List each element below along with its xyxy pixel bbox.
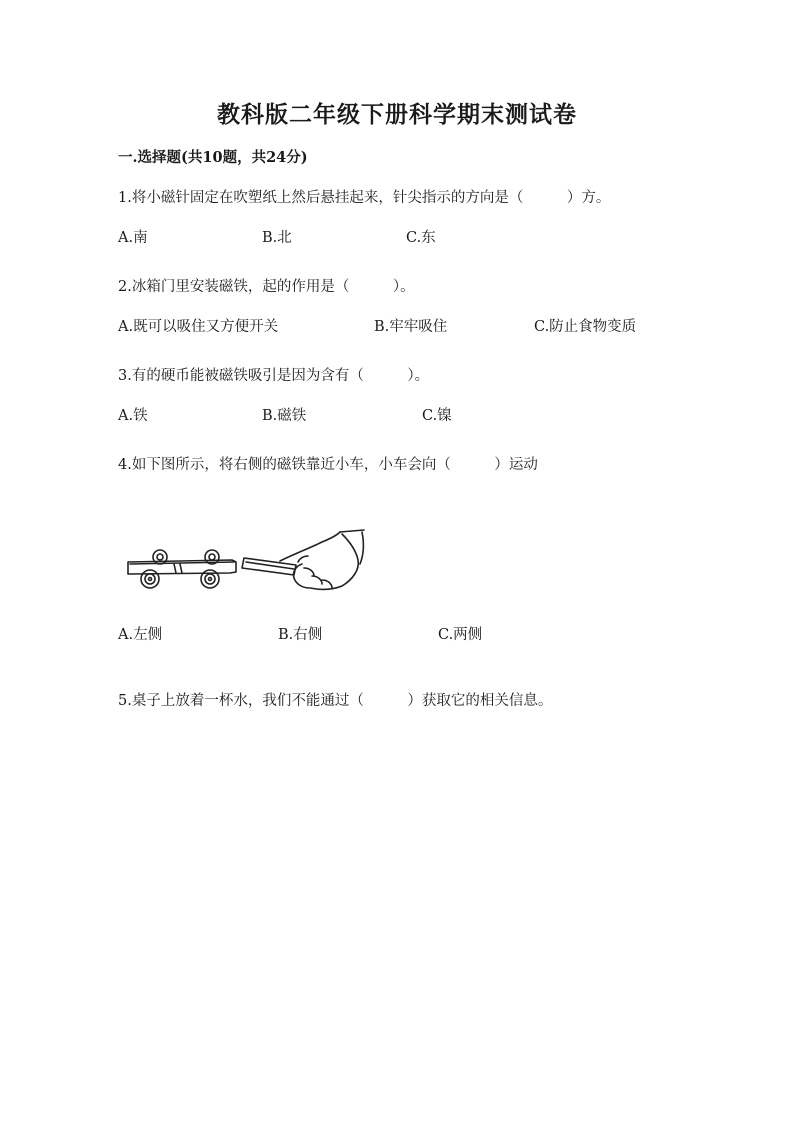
page-title: 教科版二年级下册科学期末测试卷 <box>217 101 577 128</box>
question-1-option-a: A.南 <box>118 230 148 246</box>
question-4: 4.如下图所示，将右侧的磁铁靠近小车，小车会向（ ）运动 <box>118 457 538 473</box>
question-3: 3.有的硬币能被磁铁吸引是因为含有（ ）。 <box>118 368 430 384</box>
question-4-option-a: A.左侧 <box>118 627 163 643</box>
question-3-option-c: C.镍 <box>422 408 452 424</box>
car-and-magnet-figure <box>124 528 369 598</box>
question-1: 1.将小磁针固定在吹塑纸上然后悬挂起来，针尖指示的方向是（ ）方。 <box>118 190 611 206</box>
question-4-option-b: B.右侧 <box>278 627 323 643</box>
question-2-option-c: C.防止食物变质 <box>534 319 637 335</box>
question-1-option-b: B.北 <box>262 230 292 246</box>
question-4-option-c: C.两侧 <box>438 627 483 643</box>
question-3-option-b: B.磁铁 <box>262 408 307 424</box>
question-2-option-b: B.牢牢吸住 <box>374 319 448 335</box>
question-2: 2.冰箱门里安装磁铁，起的作用是（ ）。 <box>118 279 415 295</box>
question-3-option-a: A.铁 <box>118 408 148 424</box>
question-1-option-c: C.东 <box>406 230 436 246</box>
section-heading: 一.选择题(共10题，共24分) <box>118 149 308 166</box>
question-5: 5.桌子上放着一杯水，我们不能通过（ ）获取它的相关信息。 <box>118 693 553 709</box>
question-2-option-a: A.既可以吸住又方便开关 <box>118 319 279 335</box>
